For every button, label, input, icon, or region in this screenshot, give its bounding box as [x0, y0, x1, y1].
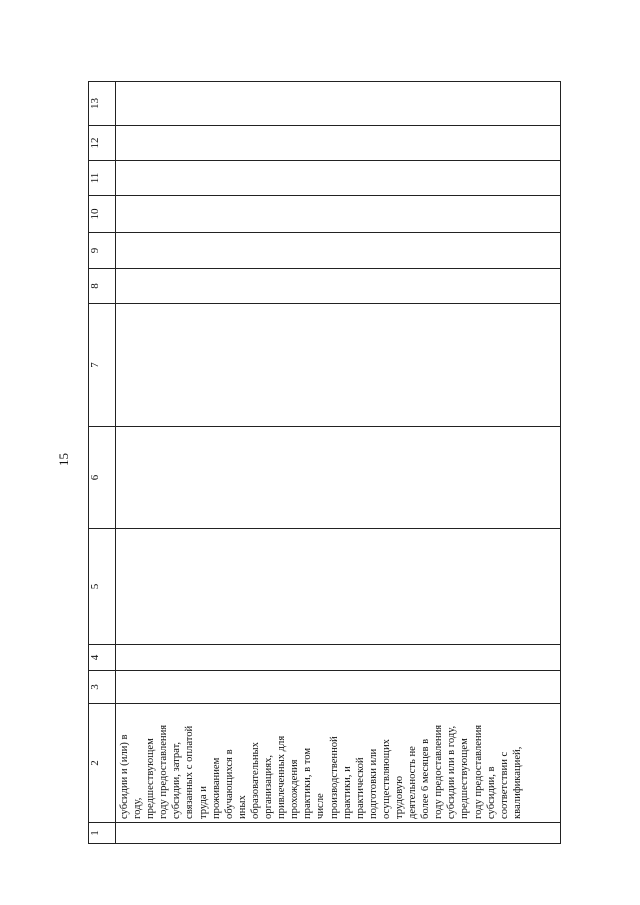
table-cell [116, 161, 561, 196]
table-cell [116, 233, 561, 269]
column-header: 1 [89, 823, 116, 844]
table-row [116, 82, 561, 844]
table-cell [116, 196, 561, 233]
column-header: 8 [89, 269, 116, 304]
row-description: субсидии и (или) в году, предшествующем году предоставления субсидии, затрат, связанных с оплатой труда и проживанием обучающихся в иных образовательных организациях, привлеченных для прохождения практики, в том числе производственной практики, и практической подготовки или осуществляющих трудовую деятельность не более 6 месяцев в году предоставления субсидии или в году, предшествующем году предоставления субсидии, в соответствии с квалификацией, [119, 724, 523, 819]
column-header: 12 [89, 126, 116, 161]
column-header: 2 [89, 704, 116, 823]
column-header: 3 [89, 671, 116, 704]
column-header: 13 [89, 82, 116, 126]
data-table [88, 81, 561, 844]
table-cell [116, 645, 561, 671]
table-cell [116, 671, 561, 704]
table-cell [116, 529, 561, 645]
table-cell [116, 427, 561, 529]
column-header: 6 [89, 427, 116, 529]
column-header: 4 [89, 645, 116, 671]
column-header: 11 [89, 161, 116, 196]
page-number: 15 [56, 453, 71, 466]
column-header: 5 [89, 529, 116, 645]
column-header: 7 [89, 304, 116, 427]
column-header: 10 [89, 196, 116, 233]
table-cell-description [116, 704, 561, 823]
rotated-table [88, 82, 561, 844]
table-cell [116, 269, 561, 304]
column-header: 9 [89, 233, 116, 269]
table-cell [116, 823, 561, 844]
table-cell [116, 82, 561, 126]
table-container [88, 82, 561, 844]
table-cell [116, 126, 561, 161]
header-row [89, 82, 116, 844]
table-cell [116, 304, 561, 427]
